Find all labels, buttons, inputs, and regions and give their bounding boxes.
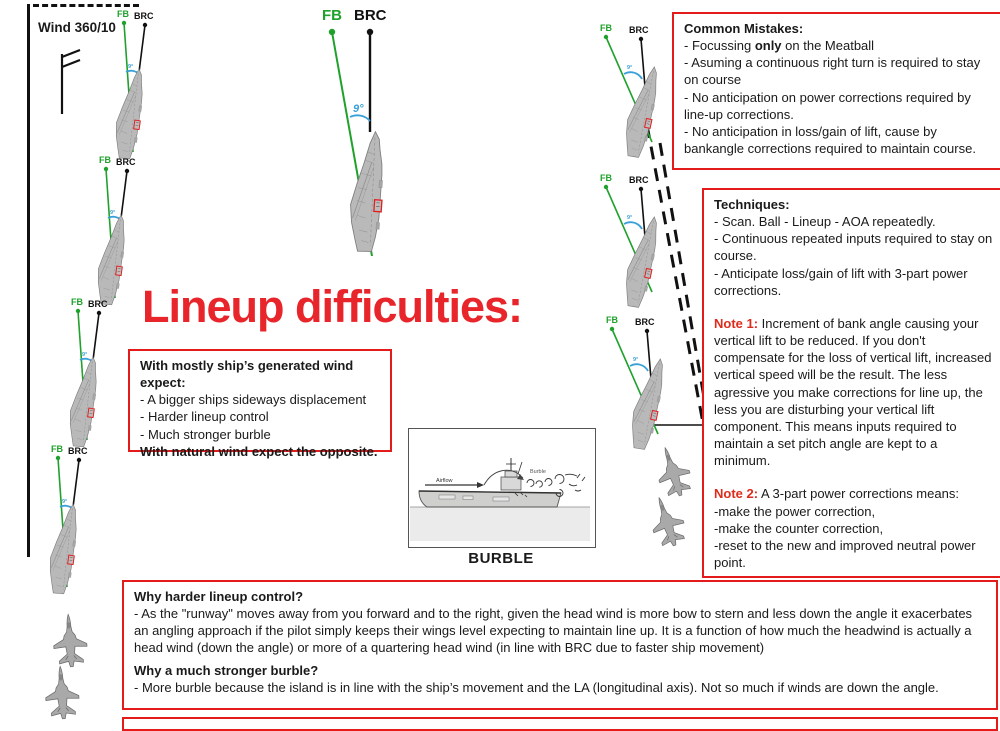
brc-label: BRC [68,446,88,456]
angle-arc [630,364,648,371]
water [410,507,590,541]
angle-label: 9° [627,65,633,71]
techniques-note2-item2: -make the counter correction, [714,520,884,536]
common-mistakes-title: Common Mistakes: [684,21,804,36]
techniques-note2: Note 2: A 3-part power corrections means: [714,486,959,502]
techniques-title: Techniques: [714,197,790,212]
angle-arc [624,222,642,229]
why-a1: - As the "runway" moves away from you forward and to the right, given the head wind is more bow to stern and less down the angle it exacerbates an angling approach if the pilot simply keeps their wings level expecting to maintain line up. It is a function of how much the headwind is actually a head wind (down the angle) or more of a quartering head wind (in line with BRC due to faster ship movement) [134,606,973,656]
jet-icon [48,612,92,670]
ship-wind-footer: With natural wind expect the opposite. [140,443,378,459]
carrier-position-center [298,0,428,262]
techniques-note1: Note 1: Increment of bank angle causing your vertical lift to be reduced. If you don't compensate for the loss of vertical lift, increased vertical speed will be the result. The less agressive you make corrections for line up, the less you are disturbing your vertical lift component. This means inputs required to maintain a set pitch angle are kept to a minimum. [714,315,992,469]
next-box-partial [122,717,998,731]
angle-label: 9° [627,215,633,221]
fb-label: FB [606,315,618,325]
fb-label: FB [99,155,111,165]
brc-label: BRC [134,11,154,21]
carrier-icon [46,502,82,595]
jet-icon [648,444,698,500]
carrier-position-left-1 [96,2,186,160]
airflow-label: Airflow [436,478,453,484]
page-title: Lineup difficulties: [142,281,522,332]
brc-label: BRC [629,25,649,35]
angle-arc [624,72,642,79]
wind-label: Wind 360/10 [38,20,116,35]
fb-label: FB [51,444,63,454]
techniques-box [702,188,1000,578]
ship-wind-line3: - Much stronger burble [140,426,271,442]
ship-wind-box [128,349,392,459]
angle-label: 9° [128,64,134,70]
ship-wind-line1: - A bigger ships sideways displacement [140,392,367,408]
fb-label: FB [600,173,612,183]
brc-label: BRC [88,299,108,309]
angle-label: 9° [633,357,639,363]
common-mistakes-line3: - No anticipation on power corrections required by line-up corrections. [684,89,971,122]
burble-caption: BURBLE [468,550,534,567]
carrier-icon [66,355,102,448]
why-q2: Why a much stronger burble? [134,662,319,678]
common-mistakes-line2: - Asuming a continuous right turn is required to stay on course [684,55,981,88]
fb-label: FB [600,23,612,33]
brc-line [641,39,645,87]
fb-label: FB [322,7,342,24]
wind-barb-icon [52,48,86,120]
common-mistakes-line1: - Focussing only on the Meatball [684,38,875,54]
why-a2: - More burble because the island is in line with the ship’s movement and the LA (longitudinal axis). Not so much if winds are down the angle. [134,679,939,695]
angle-arc [350,115,370,121]
burble-label: Burble [530,469,546,475]
techniques-note2-item3: -reset to the new and improved neutral power point. [714,537,976,570]
brc-line [647,331,651,379]
carrier-position-right-2 [596,152,701,312]
angle-label: 9° [110,210,116,216]
angle-label: 9° [82,352,88,358]
techniques-note2-item1: -make the power correction, [714,503,876,519]
carrier-position-right-3 [602,294,707,454]
techniques-line3: - Anticipate loss/gain of lift with 3-part power corrections. [714,265,968,298]
brc-label: BRC [354,7,387,24]
carrier-position-left-3 [50,290,140,448]
burble-diagram-drawing [409,429,591,543]
techniques-line1: - Scan. Ball - Lineup - AOA repeatedly. [714,214,936,230]
brc-line [641,189,645,237]
common-mistakes-line4: - No anticipation in loss/gain of lift, cause by bankangle corrections required to maintain course. [684,123,976,157]
fb-label: FB [117,9,129,19]
carrier-position-left-4 [30,437,120,595]
brc-label: BRC [116,157,136,167]
fb-label: FB [71,297,83,307]
why-q1: Why harder lineup control? [134,589,304,604]
common-mistakes-box [672,12,1000,170]
angle-label: 9° [353,103,364,115]
jet-icon [642,494,692,550]
ship-wind-line2: - Harder lineup control [140,409,269,425]
techniques-line2: - Continuous repeated inputs required to stay on course. [714,231,993,264]
angle-label: 9° [62,499,68,505]
carrier-icon [112,67,148,160]
ship-wind-title: With mostly ship’s generated wind expect: [140,358,354,391]
burble-diagram [408,428,596,548]
brc-label: BRC [629,175,649,185]
why-box [122,580,998,710]
brc-label: BRC [635,317,655,327]
jet-icon [40,664,84,722]
